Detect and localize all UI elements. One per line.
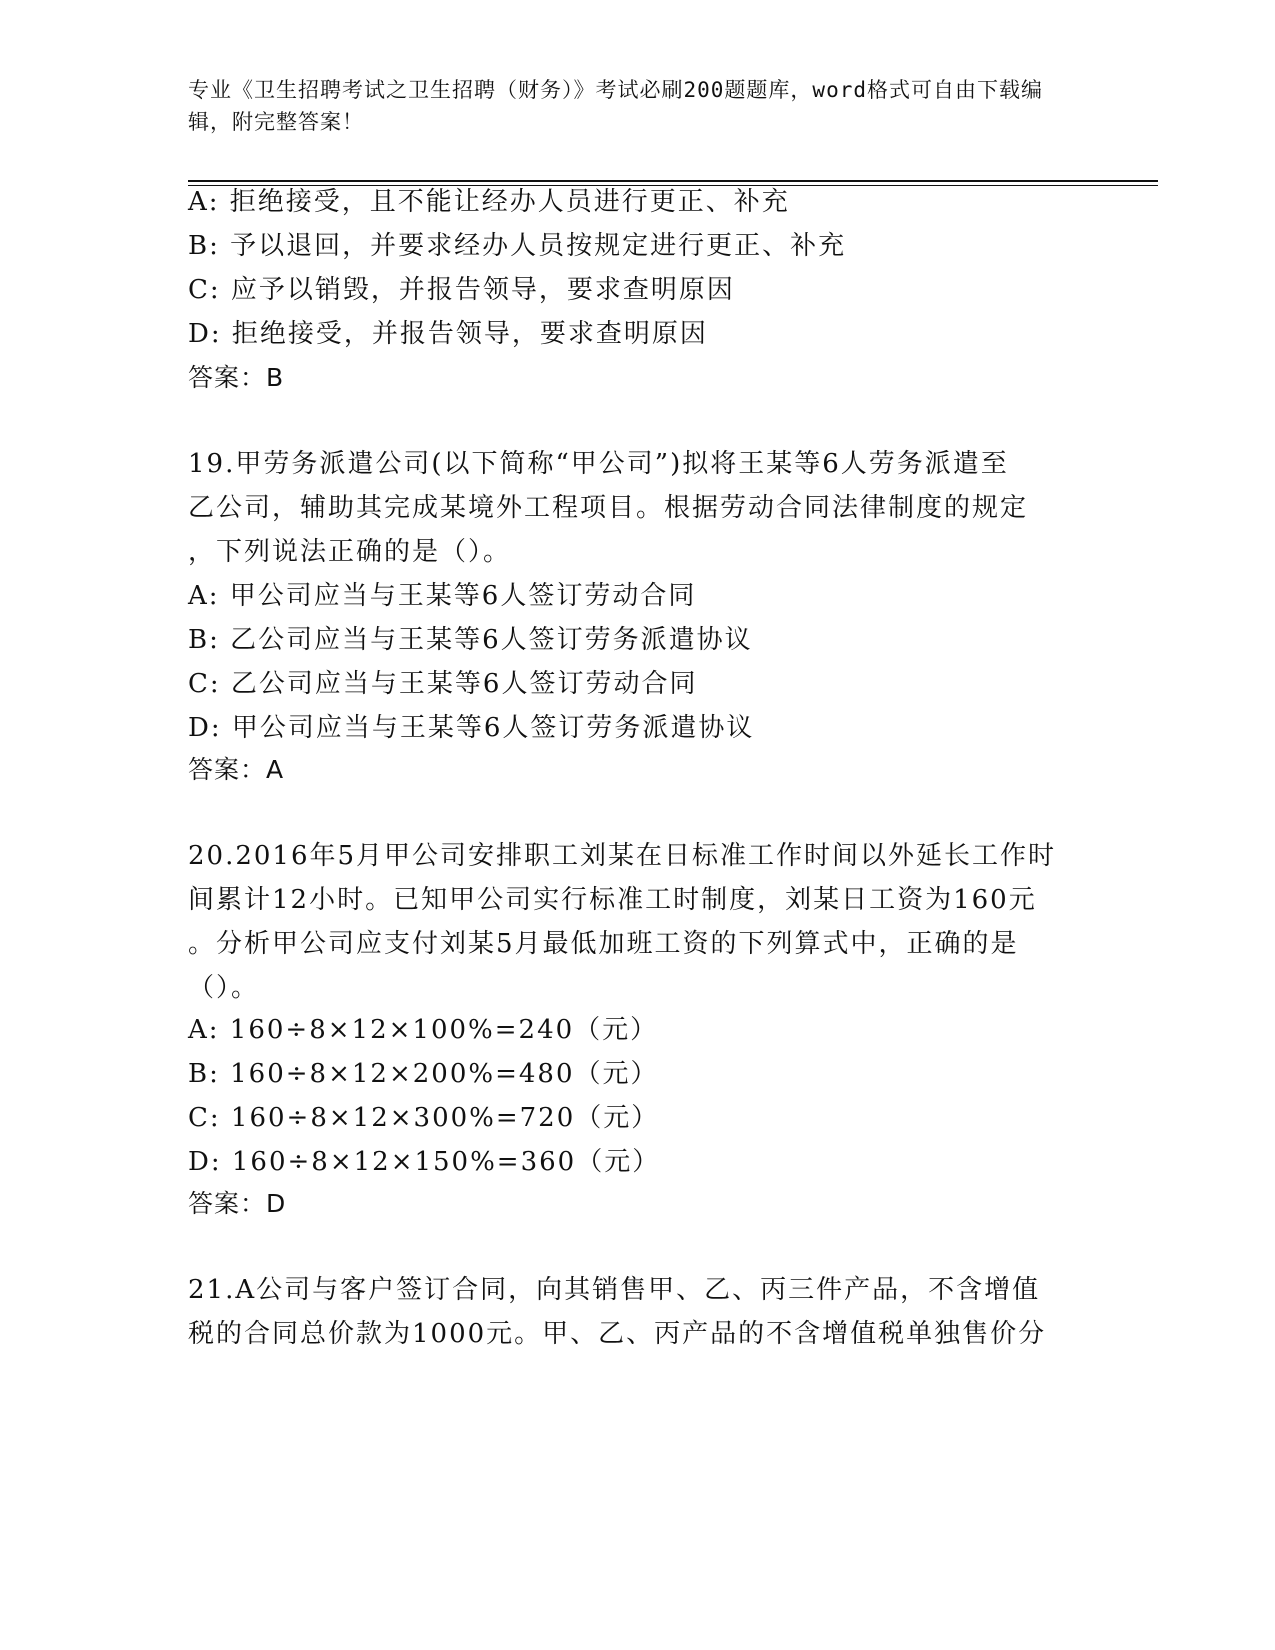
q20-option-d: D: 160÷8×12×150%=360（元）	[188, 1147, 661, 1177]
q19-option-c: C: 乙公司应当与王某等6人签订劳动合同	[188, 669, 698, 699]
q19-option-b: B: 乙公司应当与王某等6人签订劳务派遣协议	[188, 625, 753, 655]
q20-answer: 答案：D	[188, 1189, 287, 1218]
q20-stem-line-2: 间累计12小时。已知甲公司实行标准工时制度，刘某日工资为160元	[188, 885, 1037, 915]
q19-stem-line-3: ，下列说法正确的是（）。	[188, 537, 512, 567]
q20-option-a: A: 160÷8×12×100%=240（元）	[188, 1015, 659, 1045]
q20-option-b: B: 160÷8×12×200%=480（元）	[188, 1059, 659, 1089]
header-divider-thick	[188, 180, 1158, 182]
q20-stem-line-1: 20.2016年5月甲公司安排职工刘某在日标准工作时间以外延长工作时	[188, 841, 1057, 871]
q20-stem-line-3: 。分析甲公司应支付刘某5月最低加班工资的下列算式中，正确的是	[188, 929, 1019, 959]
q19-option-a: A: 甲公司应当与王某等6人签订劳动合同	[188, 581, 697, 611]
q19-stem-line-2: 乙公司，辅助其完成某境外工程项目。根据劳动合同法律制度的规定	[188, 493, 1029, 523]
q18-option-a: A: 拒绝接受，且不能让经办人员进行更正、补充	[188, 187, 790, 217]
q18-option-d: D: 拒绝接受，并报告领导，要求查明原因	[188, 319, 708, 349]
q20-stem-line-4: （）。	[188, 973, 260, 1003]
q18-answer: 答案：B	[188, 363, 285, 392]
document-header-title: 专业《卫生招聘考试之卫生招聘（财务）》考试必刷200题题库，word格式可自由下载编辑，附完整答案！	[188, 78, 1043, 134]
q20-option-c: C: 160÷8×12×300%=720（元）	[188, 1103, 660, 1133]
q21-stem-line-1: 21.A公司与客户签订合同，向其销售甲、乙、丙三件产品，不含增值	[188, 1275, 1041, 1305]
q19-answer: 答案：A	[188, 755, 285, 784]
q19-option-d: D: 甲公司应当与王某等6人签订劳务派遣协议	[188, 713, 755, 743]
q18-option-c: C: 应予以销毁，并报告领导，要求查明原因	[188, 275, 735, 305]
q18-option-b: B: 予以退回，并要求经办人员按规定进行更正、补充	[188, 231, 847, 261]
q21-stem-line-2: 税的合同总价款为1000元。甲、乙、丙产品的不含增值税单独售价分	[188, 1319, 1047, 1349]
q19-stem-line-1: 19.甲劳务派遣公司(以下简称“甲公司”)拟将王某等6人劳务派遣至	[188, 449, 1009, 479]
